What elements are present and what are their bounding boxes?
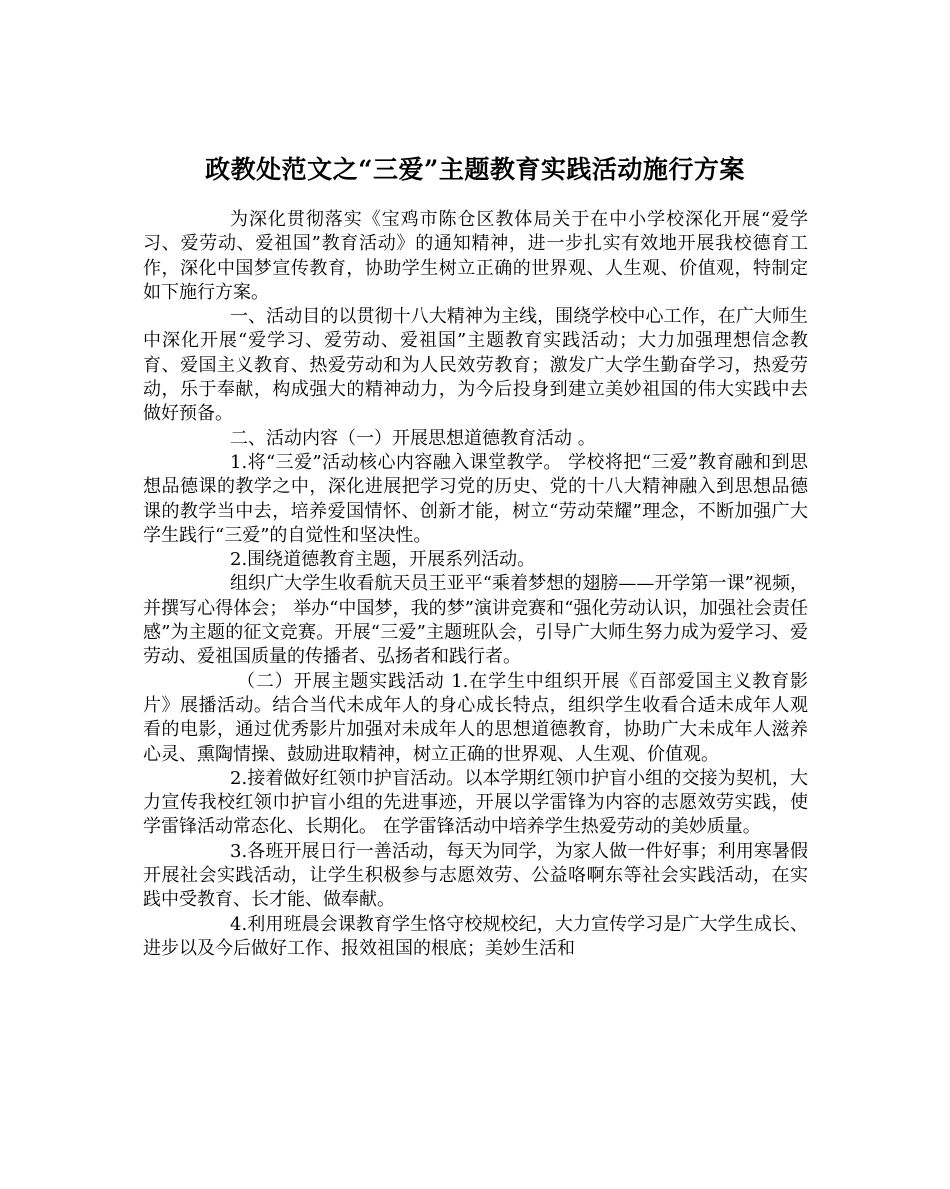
paragraph-item-1: 1.将“三爱”活动核心内容融入课堂教学。 学校将把“三爱”教育融和到思想品德课的教学之中，深化进展把学习党的历史、党的十八大精神融入到思想品德课的教学当中去，培养爱国情怀、创新才能，树立“劳动荣耀”理念，不断加强广大学生践行“三爱”的自觉性和坚决性。 [143,451,808,546]
document-title: 政教处范文之“三爱”主题教育实践活动施行方案 [205,154,745,184]
paragraph-practice-2: 2.接着做好红领巾护盲活动。以本学期红领巾护盲小组的交接为契机，大力宣传我校红领巾护盲小组的先进事迹，开展以学雷锋为内容的志愿效劳实践，使学雷锋活动常态化、长期化。 在学雷锋活动中培养学生热爱劳动的美妙质量。 [143,767,808,838]
document-body [143,208,808,961]
paragraph-practice-4: 4.利用班晨会课教育学生恪守校规校纪，大力宣传学习是广大学生成长、进步以及今后做好工作、报效祖国的根底；美妙生活和 [143,913,808,959]
paragraph-content-heading: 二、活动内容（一）开展思想道德教育活动 。 [230,427,596,449]
paragraph-item-2: 2.围绕道德教育主题，开展系列活动。 [230,549,536,571]
paragraph-intro: 为深化贯彻落实《宝鸡市陈仓区教体局关于在中小学校深化开展“爱学习、爱劳动、爱祖国”教育活动》的通知精神，进一步扎实有效地开展我校德育工作，深化中国梦宣传教育，协助学生树立正确的世界观、人生观、价值观，特制定如下施行方案。 [143,209,808,303]
paragraph-purpose: 一、活动目的以贯彻十八大精神为主线，围绕学校中心工作，在广大师生中深化开展“爱学习、爱劳动、爱祖国”主题教育实践活动；大力加强理想信念教育、爱国主义教育、热爱劳动和为人民效劳教育；激发广大学生勤奋学习，热爱劳动，乐于奉献，构成强大的精神动力，为今后投身到建立美妙祖国的伟大实践中去做好预备。 [143,306,808,425]
paragraph-item-2-detail: 组织广大学生收看航天员王亚平“乘着梦想的翅膀——开学第一课”视频，并撰写心得体会； 举办“中国梦，我的梦”演讲竞赛和“强化劳动认识，加强社会责任感”为主题的征文竞赛。开展“三爱”主题班队会，引导广大师生努力成为爱学习、爱劳动、爱祖国质量的传播者、弘扬者和践行者。 [143,573,808,668]
paragraph-practice-3: 3.各班开展日行一善活动，每天为同学，为家人做一件好事；利用寒暑假开展社会实践活动，让学生积极参与志愿效劳、公益咯啊东等社会实践活动，在实践中受教育、长才能、做奉献。 [143,840,808,911]
paragraph-practice-heading: （二）开展主题实践活动 1.在学生中组织开展《百部爱国主义教育影片》展播活动。结合当代未成年人的身心成长特点，组织学生收看合适未成年人观看的电影，通过优秀影片加强对未成年人的思想道德教育，协助广大未成年人滋养心灵、熏陶情操、鼓励进取精神，树立正确的世界观、人生观、价值观。 [143,670,808,765]
